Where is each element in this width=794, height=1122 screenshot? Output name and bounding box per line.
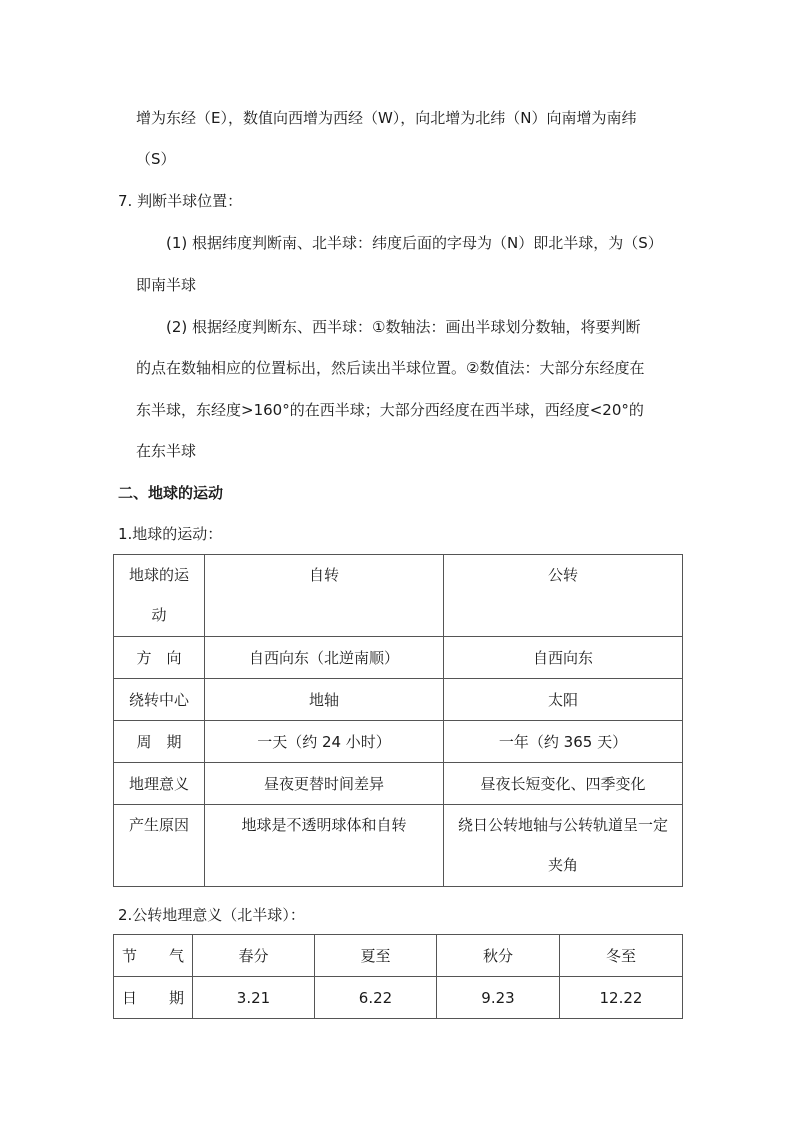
table-cell: 昼夜长短变化、四季变化 bbox=[444, 763, 683, 805]
paragraph-line: 即南半球 bbox=[136, 276, 197, 294]
table-caption: 2.公转地理意义（北半球）： bbox=[118, 906, 305, 924]
table-row bbox=[114, 977, 683, 1019]
revolution-significance-table bbox=[113, 934, 683, 1019]
table-row bbox=[114, 763, 683, 805]
table-cell: 昼夜更替时间差异 bbox=[205, 763, 444, 805]
row-label: 节气 bbox=[114, 935, 193, 977]
table-cell: 地轴 bbox=[205, 679, 444, 721]
table-row bbox=[114, 805, 683, 887]
list-item-7: 7. 判断半球位置： bbox=[118, 192, 243, 210]
table-cell: 冬至 bbox=[560, 935, 683, 977]
table-cell: 9.23 bbox=[437, 977, 560, 1019]
table-cell: 一年（约 365 天） bbox=[444, 721, 683, 763]
paragraph-line: 的点在数轴相应的位置标出，然后读出半球位置。②数值法：大部分东经度在 bbox=[136, 359, 645, 377]
table-header-cell: 公转 bbox=[444, 555, 683, 637]
table-cell: 太阳 bbox=[444, 679, 683, 721]
paragraph-line: （S） bbox=[136, 150, 176, 168]
sub-item-2: (2) 根据经度判断东、西半球：①数轴法：画出半球划分数轴，将要判断 bbox=[166, 318, 641, 336]
table-cell: 地球是不透明球体和自转 bbox=[205, 805, 444, 887]
table-cell: 12.22 bbox=[560, 977, 683, 1019]
paragraph-line: 增为东经（E），数值向西增为西经（W），向北增为北纬（N）向南增为南纬 bbox=[136, 109, 637, 127]
table-row bbox=[114, 935, 683, 977]
table-cell: 秋分 bbox=[437, 935, 560, 977]
table-row bbox=[114, 637, 683, 679]
table-row bbox=[114, 679, 683, 721]
table-cell: 6.22 bbox=[315, 977, 437, 1019]
earth-motion-table bbox=[113, 554, 683, 887]
row-label: 地理意义 bbox=[114, 763, 205, 805]
table-cell: 自西向东 bbox=[444, 637, 683, 679]
paragraph-line: 在东半球 bbox=[136, 442, 197, 460]
table-caption: 1.地球的运动： bbox=[118, 525, 223, 543]
table-cell: 绕日公转地轴与公转轨道呈一定 夹角 bbox=[444, 805, 683, 887]
table-cell: 夏至 bbox=[315, 935, 437, 977]
table-row bbox=[114, 721, 683, 763]
row-label: 产生原因 bbox=[114, 805, 205, 887]
paragraph-line: 东半球，东经度>160°的在西半球；大部分西经度在西半球，西经度<20°的 bbox=[136, 401, 644, 419]
row-label: 绕转中心 bbox=[114, 679, 205, 721]
section-heading: 二、地球的运动 bbox=[118, 484, 224, 502]
table-cell: 春分 bbox=[193, 935, 315, 977]
row-label: 周 期 bbox=[114, 721, 205, 763]
row-label: 日期 bbox=[114, 977, 193, 1019]
table-header-row bbox=[114, 555, 683, 637]
table-cell: 自西向东（北逆南顺） bbox=[205, 637, 444, 679]
sub-item-1: (1) 根据纬度判断南、北半球：纬度后面的字母为（N）即北半球，为（S） bbox=[166, 234, 663, 252]
table-cell: 3.21 bbox=[193, 977, 315, 1019]
table-header-cell: 地球的运 动 bbox=[114, 555, 205, 637]
table-header-cell: 自转 bbox=[205, 555, 444, 637]
row-label: 方 向 bbox=[114, 637, 205, 679]
table-cell: 一天（约 24 小时） bbox=[205, 721, 444, 763]
